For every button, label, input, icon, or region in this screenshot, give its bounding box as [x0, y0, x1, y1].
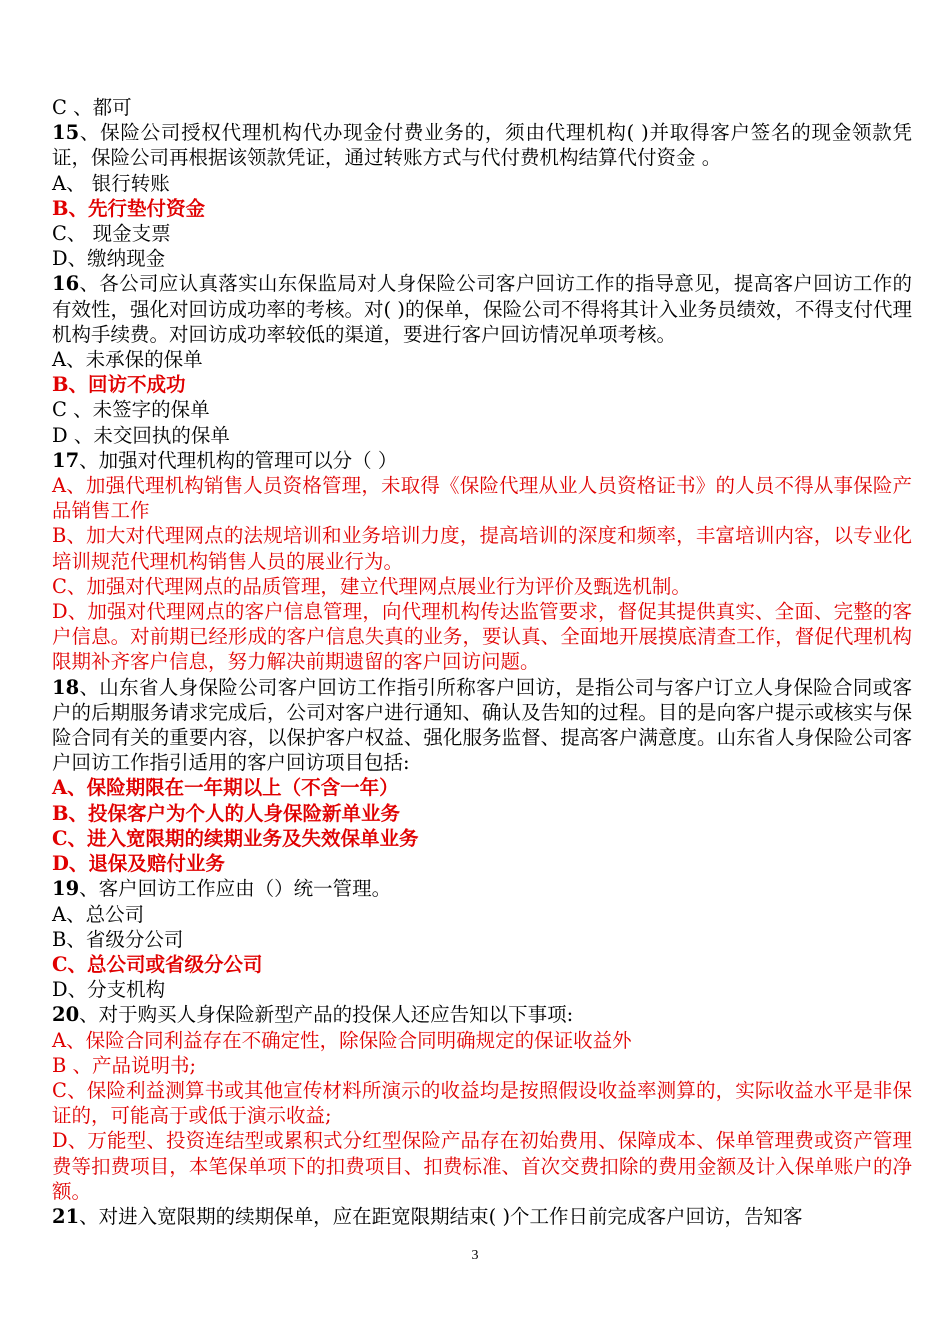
correct-answer-option: D、退保及赔付业务: [52, 852, 225, 876]
answer-option-highlighted: C、保险利益测算书或其他宣传材料所演示的收益均是按照假设收益率测算的，实际收益水平是非保证的，可能高于或低于演示收益;: [52, 1078, 912, 1128]
answer-option-highlighted: D、万能型、投资连结型或累积式分红型保险产品存在初始费用、保障成本、保单管理费或资产管理费等扣费项目，本笔保单项下的扣费项目、扣费标准、首次交费扣除的费用金额及计入保单账户的净额。: [52, 1129, 912, 1203]
question-number: 16: [52, 272, 80, 296]
correct-answer-option: A、保险期限在一年期以上（不含一年）: [52, 776, 399, 800]
document-body: [52, 95, 912, 1229]
question-number: 19: [52, 877, 80, 901]
answer-option: D、缴纳现金: [52, 247, 166, 271]
answer-option: A、 银行转账: [52, 171, 170, 195]
answer-option: A、总公司: [52, 902, 145, 926]
answer-option-highlighted: C、加强对代理网点的品质管理，建立代理网点展业行为评价及甄选机制。: [52, 574, 691, 598]
question-number: 15: [52, 121, 80, 145]
answer-option-highlighted: A、加强代理机构销售人员资格管理，未取得《保险代理从业人员资格证书》的人员不得从事保险产品销售工作: [52, 474, 912, 523]
answer-option-highlighted: A、保险合同利益存在不确定性，除保险合同明确规定的保证收益外: [52, 1028, 632, 1052]
answer-option: D、分支机构: [52, 978, 166, 1002]
correct-answer-option: C、总公司或省级分公司: [52, 952, 263, 976]
answer-option: D 、未交回执的保单: [52, 423, 230, 447]
correct-answer-option: B、先行垫付资金: [52, 196, 205, 220]
question-16: [52, 271, 912, 347]
answer-option-highlighted: B 、产品说明书;: [52, 1053, 197, 1077]
question-18: [52, 675, 912, 776]
question-text: 、对于购买人身保险新型产品的投保人还应告知以下事项:: [79, 1003, 574, 1027]
question-text: 、各公司应认真落实山东保监局对人身保险公司客户回访工作的指导意见，提高客户回访工作的有效性，强化对回访成功率的考核。对( )的保单，保险公司不得将其计入业务员绩效，不得支付代理机构手续费。对回访成功率较低的渠道，要进行客户回访情况单项考核。: [52, 272, 912, 346]
correct-answer-option: B、回访不成功: [52, 373, 186, 397]
answer-option: C、 现金支票: [52, 222, 171, 246]
answer-option-highlighted: D、加强对代理网点的客户信息管理，向代理机构传达监管要求，督促其提供真实、全面、完整的客户信息。对前期已经形成的客户信息失真的业务，要认真、全面地开展摸底清查工作，督促代理机构限期补齐客户信息，努力解决前期遗留的客户回访问题。: [52, 600, 912, 674]
question-number: 21: [52, 1204, 80, 1228]
question-number: 20: [52, 1003, 80, 1027]
question-text: 、加强对代理机构的管理可以分（ ）: [79, 448, 398, 472]
question-number: 17: [52, 448, 80, 472]
answer-option-highlighted: B、加大对代理网点的法规培训和业务培训力度，提高培训的深度和频率，丰富培训内容，以专业化培训规范代理机构销售人员的展业行为。: [52, 524, 912, 573]
question-text: 、客户回访工作应由（）统一管理。: [79, 877, 392, 901]
question-number: 18: [52, 675, 80, 699]
question-21: [52, 1204, 912, 1229]
answer-option: C 、未签字的保单: [52, 398, 210, 422]
page-number: 3: [471, 1248, 479, 1263]
question-15: [52, 120, 912, 170]
question-20: [52, 1002, 912, 1027]
answer-option: C 、都可: [52, 96, 132, 119]
question-text: 、保险公司授权代理机构代办现金付费业务的，须由代理机构( )并取得客户签名的现金领款凭证，保险公司再根据该领款凭证，通过转账方式与代付费机构结算代付资金 。: [52, 121, 912, 170]
correct-answer-option: B、投保客户为个人的人身保险新单业务: [52, 801, 400, 825]
question-text: 、对进入宽限期的续期保单，应在距宽限期结束( )个工作日前完成客户回访，告知客: [79, 1204, 803, 1228]
answer-option: A、未承保的保单: [52, 348, 203, 372]
question-19: [52, 876, 912, 901]
correct-answer-option: C、进入宽限期的续期业务及失效保单业务: [52, 826, 419, 850]
answer-option: B、省级分公司: [52, 927, 184, 951]
question-17: [52, 448, 912, 473]
question-text: 、山东省人身保险公司客户回访工作指引所称客户回访，是指公司与客户订立人身保险合同或客户的后期服务请求完成后，公司对客户进行通知、确认及告知的过程。目的是向客户提示或核实与保险合同有关的重要内容，以保护客户权益、强化服务监督、提高客户满意度。山东省人身保险公司客户回访工作指引适用的客户回访项目包括:: [52, 675, 912, 775]
